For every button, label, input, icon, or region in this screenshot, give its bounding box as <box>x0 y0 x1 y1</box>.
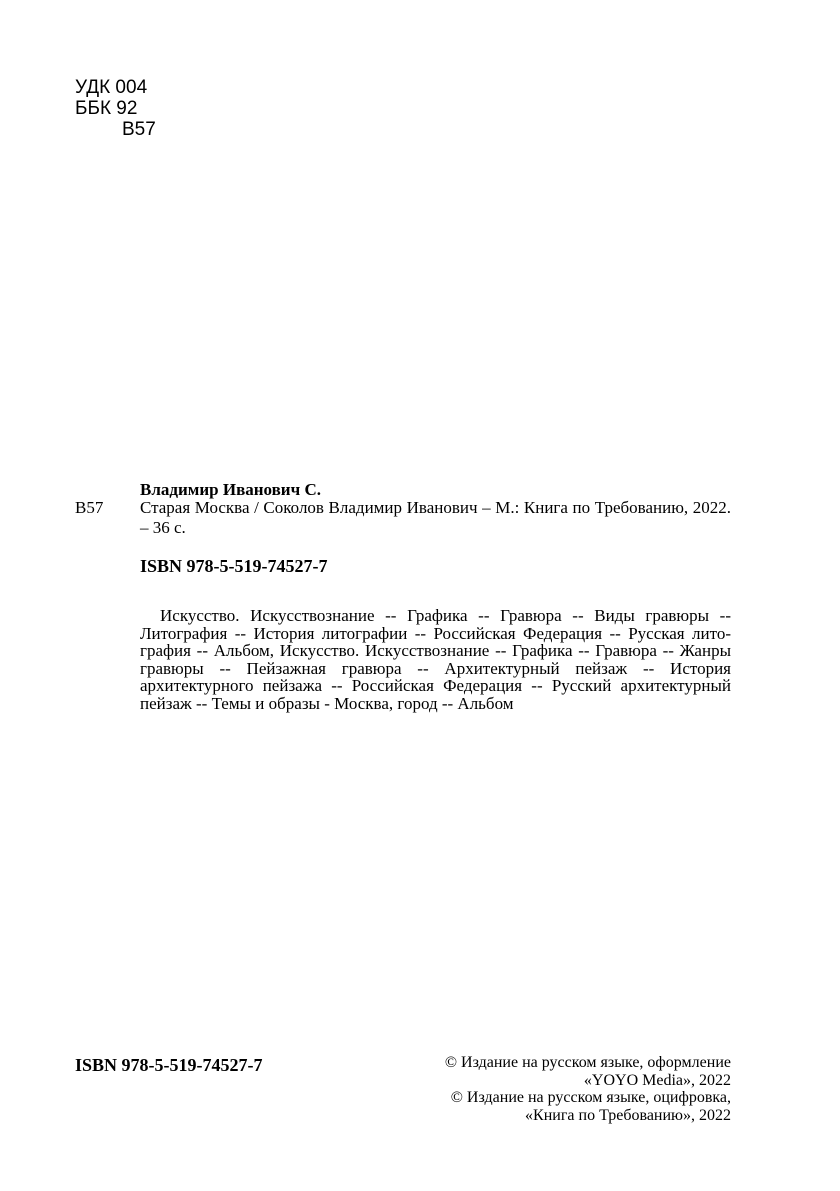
udk-code: УДК 004 <box>75 77 148 98</box>
author-heading: Владимир Иванович С. <box>140 480 321 499</box>
copyright-line: © Издание на русском языке, оцифровка, <box>450 1089 731 1106</box>
copyright-line: «Книга по Требованию», 2022 <box>525 1106 731 1124</box>
bbk-code: ББК 92 <box>75 98 138 119</box>
subject-keywords: Искусство. Искусствознание -- Графика -- Гравюра -- Виды гравюры -- Литография -- История литографии -- Российская Федерация -- Русская лито-графия -- Альбом, Искусство. Искусствознание -- Графика -- Гравюра -- Жанры гравюры -- Пейзажная гравюра -- Архитектурный пейзаж -- История архитектурного пейзажа -- Российская Федерация -- Русский архитектурный пейзаж -- Темы и образы - Москва, город -- Альбом <box>140 606 731 713</box>
copyright-line: © Издание на русском языке, оформление <box>444 1054 731 1071</box>
classification-codes <box>75 77 156 140</box>
record-isbn: ISBN 978-5-519-74527-7 <box>140 556 328 576</box>
record-author-mark: В57 <box>75 498 104 517</box>
bibliographic-description: Старая Москва / Соколов Владимир Иванович – М.: Книга по Требованию, 2022. – 36 с. <box>140 498 731 537</box>
author-mark: В57 <box>122 119 156 140</box>
copyright-block <box>445 1054 731 1124</box>
copyright-line: «YOYO Media», 2022 <box>583 1071 731 1089</box>
footer-isbn: ISBN 978-5-519-74527-7 <box>75 1055 263 1075</box>
